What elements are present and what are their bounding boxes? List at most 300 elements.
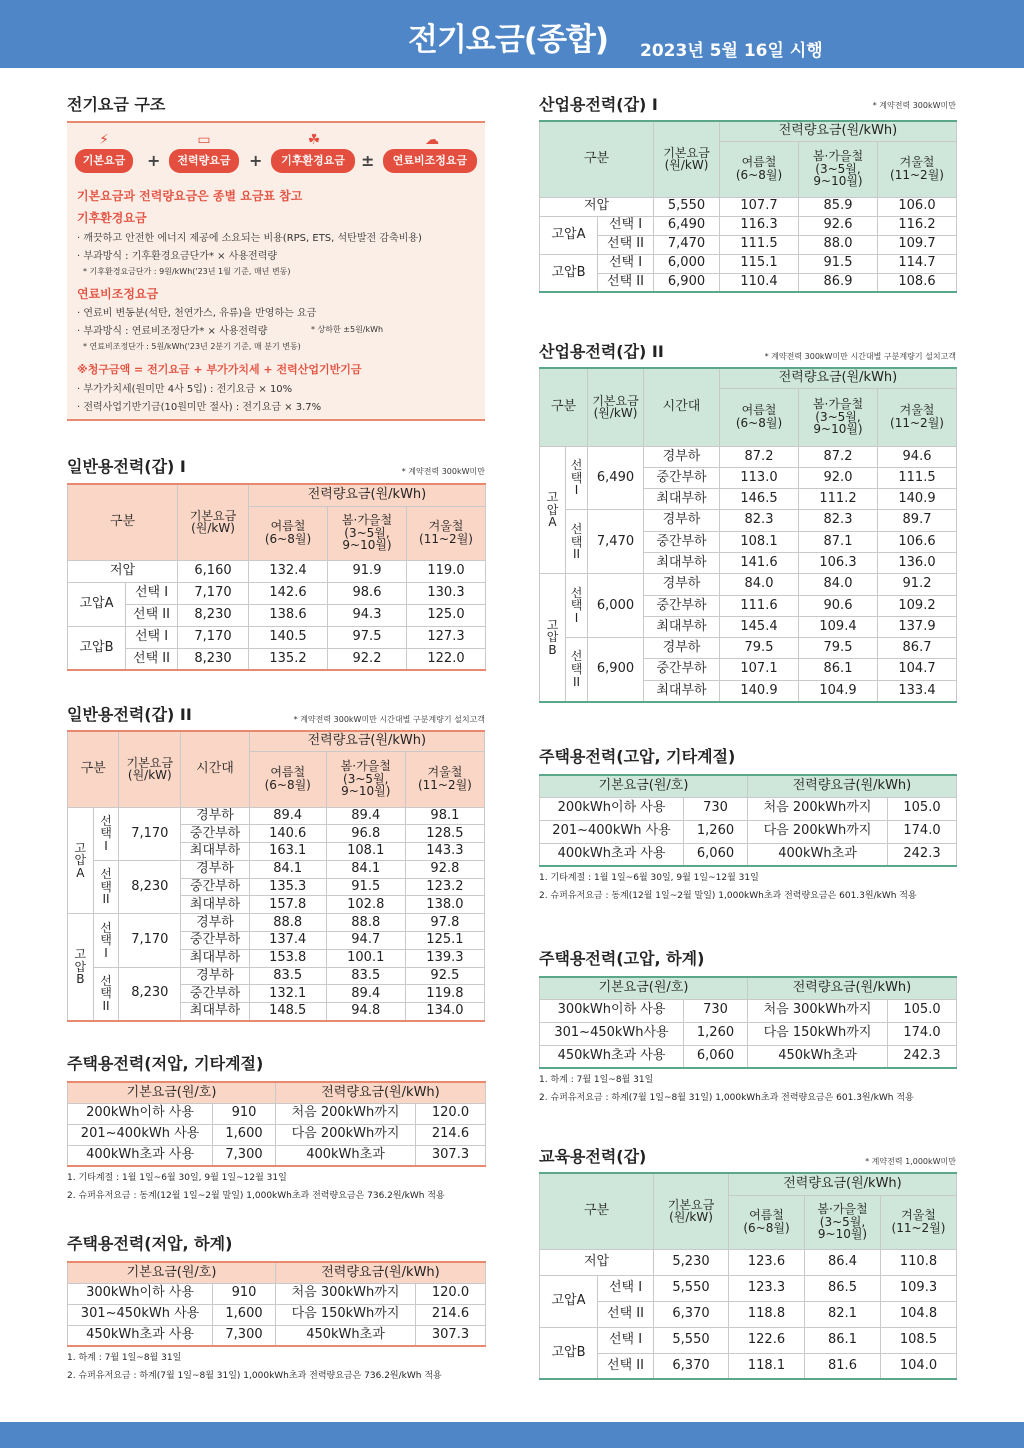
rlo-h-energy: 전력량요금(원/kWh) (276, 1082, 486, 1103)
table-cell: 111.5 (878, 467, 957, 488)
table-cell: 6,000 (654, 254, 720, 273)
table-cell: 134.0 (405, 1003, 484, 1021)
table-cell: 6,160 (178, 560, 249, 582)
table-cell: 87.2 (799, 446, 878, 467)
table-cell: 108.6 (878, 273, 957, 292)
timeband-label: 경부하 (644, 510, 720, 531)
table-cell: 106.6 (878, 531, 957, 552)
general1-r-hvB: 고압B (68, 626, 126, 670)
table-cell: 141.6 (720, 552, 799, 573)
table-cell: 선택 II (598, 235, 654, 254)
table-cell: 1,600 (213, 1304, 276, 1325)
option-label: 선 택 I (566, 574, 588, 638)
table-cell: 105.0 (888, 999, 957, 1022)
table-cell: 84.1 (326, 860, 405, 878)
base-charge-cell: 8,230 (119, 860, 181, 913)
general2-h-spring: 봄·가을철 (3~5월, 9~10월) (326, 751, 405, 807)
industrial2-section (539, 341, 956, 703)
res-high-other-table (539, 774, 957, 867)
table-cell: 88.0 (799, 235, 878, 254)
table-cell: 143.3 (405, 843, 484, 861)
table-cell: 82.1 (805, 1301, 881, 1327)
table-cell: 730 (684, 797, 748, 820)
bill-title: ※청구금액 = 전기요금 + 부가가치세 + 전력산업기반기금 (77, 363, 362, 376)
rho-h-base: 기본요금(원/호) (540, 775, 748, 797)
table-cell: 처음 300kWh까지 (748, 999, 888, 1022)
table-cell: 84.0 (799, 574, 878, 595)
industrial1-title: 산업용전력(갑) I (539, 95, 658, 114)
rlo-h-base: 기본요금(원/호) (68, 1082, 276, 1103)
table-row (68, 860, 485, 878)
table-cell: 97.5 (328, 626, 407, 648)
table-cell: 301~450kWh사용 (540, 1022, 684, 1045)
table-cell: 82.3 (799, 510, 878, 531)
table-cell: 300kWh이하 사용 (540, 999, 684, 1022)
timeband-label: 중간부하 (644, 467, 720, 488)
rho-h-energy: 전력량요금(원/kWh) (748, 775, 957, 797)
table-cell: 130.3 (407, 582, 486, 604)
table-cell: 107.1 (720, 659, 799, 680)
base-charge-cell: 8,230 (119, 967, 181, 1020)
timeband-label: 최대부하 (181, 949, 249, 967)
general1-h-energy: 전력량요금(원/kWh) (249, 484, 486, 506)
table-row (68, 807, 485, 825)
table-cell: 139.3 (405, 949, 484, 967)
timeband-label: 경부하 (644, 638, 720, 659)
table-cell: 다음 200kWh까지 (276, 1124, 416, 1145)
industrial2-h-gubun: 구분 (540, 368, 588, 446)
general2-title: 일반용전력(갑) II (67, 705, 192, 724)
table-cell: 116.2 (878, 216, 957, 235)
table-cell: 7,300 (213, 1145, 276, 1166)
table-cell: 140.9 (878, 489, 957, 510)
note-line: 2. 슈퍼유저요금 : 하계(7월 1일~8월 31일) 1,000kWh초과 전력량요금은 601.3원/kWh 적용 (539, 1093, 914, 1103)
res-low-summer-title: 주택용전력(저압, 하계) (67, 1234, 233, 1253)
table-cell: 119.8 (405, 985, 484, 1003)
option-label: 선 택 I (93, 807, 119, 860)
table-cell: 83.5 (249, 967, 326, 985)
op-plus-1: + (147, 151, 161, 170)
page-footer (0, 1422, 1024, 1448)
table-cell: 174.0 (888, 1022, 957, 1045)
timeband-label: 중간부하 (181, 985, 249, 1003)
table-cell: 163.1 (249, 843, 326, 861)
res-low-summer-section (67, 1233, 485, 1385)
general2-section (67, 704, 485, 1022)
table-cell: 104.0 (881, 1353, 957, 1379)
table-cell: 5,230 (654, 1249, 729, 1275)
timeband-label: 최대부하 (181, 843, 249, 861)
table-cell: 201~400kWh 사용 (540, 820, 684, 843)
table-cell: 450kWh초과 (276, 1325, 416, 1346)
table-cell: 137.9 (878, 616, 957, 637)
general1-h-winter: 겨울철 (11~2월) (407, 506, 486, 560)
table-row (540, 638, 957, 659)
table-cell: 118.1 (729, 1353, 805, 1379)
table-cell: 108.1 (326, 843, 405, 861)
table-cell: 86.5 (805, 1275, 881, 1301)
table-cell: 111.5 (720, 235, 799, 254)
table-cell: 174.0 (888, 820, 957, 843)
table-cell: 122.6 (729, 1327, 805, 1353)
note-line: 1. 하계 : 7월 1일~8월 31일 (67, 1353, 182, 1363)
note-line: 2. 슈퍼유저요금 : 동계(12월 1일~2월 말일) 1,000kWh초과 전력량요금은 601.3원/kWh 적용 (539, 891, 917, 901)
education-section (539, 1146, 956, 1380)
table-cell: 81.6 (805, 1353, 881, 1379)
table-cell: 선택 II (598, 273, 654, 292)
table-cell: 선택 I (598, 1327, 654, 1353)
table-cell: 118.8 (729, 1301, 805, 1327)
general1-h-gubun: 구분 (68, 484, 178, 560)
option-label: 선 택 I (93, 914, 119, 967)
table-cell: 201~400kWh 사용 (68, 1124, 213, 1145)
general1-section (67, 456, 485, 671)
table-cell: 110.4 (720, 273, 799, 292)
industrial1-r-hvB: 고압B (540, 254, 598, 292)
table-cell: 132.4 (249, 560, 328, 582)
res-low-summer-table (67, 1261, 486, 1347)
climate-title: 기후환경요금 (77, 211, 147, 225)
rls-h-energy: 전력량요금(원/kWh) (276, 1262, 486, 1283)
table-cell: 135.2 (249, 648, 328, 670)
leaf-icon: ☘ (307, 132, 321, 148)
table-cell: 처음 300kWh까지 (276, 1283, 416, 1304)
table-cell: 6,370 (654, 1301, 729, 1327)
industrial2-note: * 계약전력 300kW미만 시간대별 구분계량기 설치고객 (764, 352, 956, 361)
table-cell: 146.5 (720, 489, 799, 510)
industrial2-h-base: 기본요금 (원/kW) (588, 368, 644, 446)
fuel-line-2: · 부과방식 : 연료비조정단가* × 사용전력량 (77, 326, 268, 337)
battery-icon: ▭ (197, 132, 211, 148)
table-cell: 104.8 (881, 1301, 957, 1327)
education-h-spring: 봄·가을철 (3~5월, 9~10월) (805, 1195, 881, 1249)
timeband-label: 경부하 (644, 574, 720, 595)
industrial1-h-gubun: 구분 (540, 121, 654, 197)
table-cell: 86.9 (799, 273, 878, 292)
res-low-other-title: 주택용전력(저압, 기타계절) (67, 1054, 264, 1073)
general1-h-spring: 봄·가을철 (3~5월, 9~10월) (328, 506, 407, 560)
timeband-label: 최대부하 (644, 552, 720, 573)
table-row (540, 510, 957, 531)
note-line: 2. 슈퍼유저요금 : 하계(7월 1일~8월 31일) 1,000kWh초과 전력량요금은 736.2원/kWh 적용 (67, 1371, 442, 1381)
option-label: 선 택 II (93, 967, 119, 1020)
table-cell: 7,170 (178, 582, 249, 604)
timeband-label: 경부하 (644, 446, 720, 467)
general1-table (67, 483, 486, 671)
table-cell: 87.2 (720, 446, 799, 467)
table-cell: 7,300 (213, 1325, 276, 1346)
bolt-icon: ⚡ (99, 132, 109, 148)
table-cell: 125.0 (407, 604, 486, 626)
pill-energy-charge: 전력량요금 (169, 149, 239, 173)
res-high-other-section (539, 746, 956, 905)
page-title: 전기요금(종합) (408, 22, 609, 58)
res-low-other-notes (67, 1169, 485, 1205)
industrial1-h-energy: 전력량요금(원/kWh) (720, 121, 957, 141)
table-cell: 120.0 (416, 1283, 486, 1304)
general2-h-time: 시간대 (181, 731, 249, 807)
table-cell: 89.4 (326, 807, 405, 825)
table-cell: 89.4 (326, 985, 405, 1003)
table-cell: 106.0 (878, 197, 957, 216)
rhs-h-base: 기본요금(원/호) (540, 977, 748, 999)
timeband-label: 경부하 (181, 967, 249, 985)
table-cell: 110.8 (881, 1249, 957, 1275)
bill-line-2: · 전력사업기반기금(10원미만 절사) : 전기요금 × 3.7% (77, 402, 322, 413)
res-high-other-notes (539, 869, 956, 905)
voltage-group-label: 고 압 A (540, 446, 566, 574)
timeband-label: 경부하 (181, 807, 249, 825)
table-cell: 86.1 (805, 1327, 881, 1353)
table-cell: 86.4 (805, 1249, 881, 1275)
table-cell: 5,550 (654, 197, 720, 216)
education-h-energy: 전력량요금(원/kWh) (729, 1173, 957, 1195)
table-cell: 선택 I (126, 582, 178, 604)
table-cell: 94.7 (326, 932, 405, 950)
table-cell: 200kWh이하 사용 (68, 1103, 213, 1124)
table-cell: 선택 I (598, 254, 654, 273)
table-cell: 6,490 (654, 216, 720, 235)
option-label: 선 택 II (566, 510, 588, 574)
table-cell: 148.5 (249, 1003, 326, 1021)
table-cell: 910 (213, 1103, 276, 1124)
pill-fuel-charge: 연료비조정요금 (383, 149, 477, 173)
table-cell: 86.1 (799, 659, 878, 680)
table-row (68, 967, 485, 985)
table-cell: 140.6 (249, 825, 326, 843)
res-low-other-section (67, 1053, 485, 1205)
timeband-label: 최대부하 (644, 489, 720, 510)
table-cell: 242.3 (888, 843, 957, 866)
option-label: 선 택 II (93, 860, 119, 913)
industrial1-r-low: 저압 (540, 197, 654, 216)
table-cell: 140.9 (720, 680, 799, 701)
education-h-summer: 여름철 (6~8월) (729, 1195, 805, 1249)
general2-note: * 계약전력 300kW미만 시간대별 구분계량기 설치고객 (293, 715, 485, 724)
pill-climate-charge: 기후환경요금 (271, 149, 355, 173)
note-line: 1. 기타계절 : 1월 1일~6월 30일, 9월 1일~12월 31일 (539, 873, 759, 883)
climate-line-3: * 기후환경요금단가 : 9원/kWh('23년 1월 기준, 매년 변동) (83, 267, 291, 276)
table-cell: 132.1 (249, 985, 326, 1003)
op-plus-minus: ± (361, 151, 375, 170)
industrial1-note: * 계약전력 300kW미만 (872, 101, 956, 110)
table-cell: 90.6 (799, 595, 878, 616)
table-cell: 92.8 (405, 860, 484, 878)
fuel-line-1: · 연료비 변동분(석탄, 천연가스, 유류)을 반영하는 요금 (77, 308, 317, 319)
table-cell: 89.4 (249, 807, 326, 825)
education-r-low: 저압 (540, 1249, 654, 1275)
res-low-other-table (67, 1081, 486, 1167)
general2-h-energy: 전력량요금(원/kWh) (249, 731, 484, 751)
timeband-label: 최대부하 (644, 680, 720, 701)
general2-h-base: 기본요금 (원/kW) (119, 731, 181, 807)
table-cell: 86.7 (878, 638, 957, 659)
table-cell: 910 (213, 1283, 276, 1304)
table-row (540, 574, 957, 595)
table-cell: 119.0 (407, 560, 486, 582)
table-cell: 122.0 (407, 648, 486, 670)
table-cell: 307.3 (416, 1325, 486, 1346)
option-label: 선 택 I (566, 446, 588, 510)
education-r-hvA: 고압A (540, 1275, 598, 1327)
table-cell: 106.3 (799, 552, 878, 573)
base-charge-cell: 7,170 (119, 807, 181, 860)
table-cell: 100.1 (326, 949, 405, 967)
table-cell: 84.1 (249, 860, 326, 878)
table-cell: 98.1 (405, 807, 484, 825)
res-low-summer-notes (67, 1349, 485, 1385)
table-cell: 400kWh초과 사용 (68, 1145, 213, 1166)
education-h-gubun: 구분 (540, 1173, 654, 1249)
table-cell: 109.3 (881, 1275, 957, 1301)
table-cell: 114.7 (878, 254, 957, 273)
base-charge-cell: 7,170 (119, 914, 181, 967)
table-cell: 1,260 (684, 820, 748, 843)
education-h-winter: 겨울철 (11~2월) (881, 1195, 957, 1249)
general1-r-low: 저압 (68, 560, 178, 582)
table-cell: 98.6 (328, 582, 407, 604)
industrial2-table (539, 367, 957, 703)
table-cell: 94.8 (326, 1003, 405, 1021)
structure-title: 전기요금 구조 (67, 95, 166, 114)
table-cell: 123.3 (729, 1275, 805, 1301)
table-cell: 87.1 (799, 531, 878, 552)
table-cell: 113.0 (720, 467, 799, 488)
table-cell: 104.7 (878, 659, 957, 680)
timeband-label: 경부하 (181, 860, 249, 878)
table-cell: 120.0 (416, 1103, 486, 1124)
table-cell: 116.3 (720, 216, 799, 235)
table-cell: 140.5 (249, 626, 328, 648)
table-cell: 6,060 (684, 843, 748, 866)
table-cell: 선택 II (126, 604, 178, 626)
table-cell: 처음 200kWh까지 (748, 797, 888, 820)
table-cell: 123.2 (405, 878, 484, 896)
timeband-label: 중간부하 (181, 878, 249, 896)
education-h-base: 기본요금 (원/kW) (654, 1173, 729, 1249)
table-cell: 102.8 (326, 896, 405, 914)
table-cell: 선택 II (126, 648, 178, 670)
general2-table (67, 730, 485, 1022)
industrial1-h-winter: 겨울철 (11~2월) (878, 141, 957, 197)
table-cell: 138.0 (405, 896, 484, 914)
table-cell: 6,900 (654, 273, 720, 292)
res-high-other-title: 주택용전력(고압, 기타계절) (539, 747, 736, 766)
timeband-label: 중간부하 (644, 659, 720, 680)
table-cell: 83.5 (326, 967, 405, 985)
industrial1-h-summer: 여름철 (6~8월) (720, 141, 799, 197)
cloud-icon: ☁ (425, 132, 439, 148)
res-high-summer-notes (539, 1071, 956, 1107)
table-cell: 1,600 (213, 1124, 276, 1145)
table-cell: 108.1 (720, 531, 799, 552)
industrial1-table (539, 120, 957, 293)
note-line: 2. 슈퍼유저요금 : 동계(12월 1일~2월 말일) 1,000kWh초과 전력량요금은 736.2원/kWh 적용 (67, 1191, 445, 1201)
industrial2-h-time: 시간대 (644, 368, 720, 446)
general1-h-base: 기본요금 (원/kW) (178, 484, 249, 560)
industrial2-h-energy: 전력량요금(원/kWh) (720, 368, 957, 388)
table-row (540, 446, 957, 467)
table-cell: 307.3 (416, 1145, 486, 1166)
education-r-hvB: 고압B (540, 1327, 598, 1379)
table-cell: 111.2 (799, 489, 878, 510)
table-cell: 선택 II (598, 1301, 654, 1327)
table-cell: 301~450kWh 사용 (68, 1304, 213, 1325)
table-cell: 선택 I (126, 626, 178, 648)
table-cell: 142.6 (249, 582, 328, 604)
table-cell: 145.4 (720, 616, 799, 637)
effective-date: 2023년 5월 16일 시행 (640, 41, 823, 61)
table-cell: 104.9 (799, 680, 878, 701)
table-cell: 82.3 (720, 510, 799, 531)
table-cell: 91.5 (326, 878, 405, 896)
table-cell: 92.2 (328, 648, 407, 670)
timeband-label: 중간부하 (644, 531, 720, 552)
industrial1-r-hvA: 고압A (540, 216, 598, 254)
table-cell: 5,550 (654, 1275, 729, 1301)
table-cell: 85.9 (799, 197, 878, 216)
table-cell: 94.3 (328, 604, 407, 626)
table-cell: 128.5 (405, 825, 484, 843)
table-cell: 105.0 (888, 797, 957, 820)
rhs-h-energy: 전력량요금(원/kWh) (748, 977, 957, 999)
climate-line-2: · 부과방식 : 기후환경요금단가* × 사용전력량 (77, 251, 278, 262)
education-table (539, 1172, 957, 1380)
table-cell: 214.6 (416, 1124, 486, 1145)
table-cell: 7,170 (178, 626, 249, 648)
timeband-label: 경부하 (181, 914, 249, 932)
table-cell: 109.2 (878, 595, 957, 616)
page-header (0, 0, 1024, 68)
timeband-label: 최대부하 (644, 616, 720, 637)
res-high-summer-table (539, 976, 957, 1069)
education-title: 교육용전력(갑) (539, 1147, 647, 1166)
table-cell: 138.6 (249, 604, 328, 626)
table-cell: 137.4 (249, 932, 326, 950)
table-cell: 400kWh초과 사용 (540, 843, 684, 866)
table-cell: 다음 200kWh까지 (748, 820, 888, 843)
table-cell: 88.8 (326, 914, 405, 932)
table-cell: 선택 I (598, 1275, 654, 1301)
industrial1-h-base: 기본요금 (원/kW) (654, 121, 720, 197)
timeband-label: 최대부하 (181, 896, 249, 914)
voltage-group-label: 고 압 B (540, 574, 566, 702)
voltage-group-label: 고 압 A (68, 807, 94, 914)
table-cell: 8,230 (178, 604, 249, 626)
table-cell: 136.0 (878, 552, 957, 573)
table-cell: 88.8 (249, 914, 326, 932)
table-cell: 6,370 (654, 1353, 729, 1379)
table-cell: 123.6 (729, 1249, 805, 1275)
table-cell: 선택 II (598, 1353, 654, 1379)
table-cell: 242.3 (888, 1045, 957, 1068)
table-cell: 450kWh초과 (748, 1045, 888, 1068)
table-cell: 91.2 (878, 574, 957, 595)
table-cell: 선택 I (598, 216, 654, 235)
base-charge-cell: 6,000 (588, 574, 644, 638)
structure-box (67, 121, 485, 421)
table-cell: 153.8 (249, 949, 326, 967)
industrial2-h-summer: 여름철 (6~8월) (720, 388, 799, 446)
rls-h-base: 기본요금(원/호) (68, 1262, 276, 1283)
op-plus-2: + (249, 151, 263, 170)
base-charge-cell: 6,490 (588, 446, 644, 510)
table-cell: 115.1 (720, 254, 799, 273)
table-cell: 6,060 (684, 1045, 748, 1068)
base-charge-cell: 6,900 (588, 638, 644, 702)
general1-r-hvA: 고압A (68, 582, 126, 626)
pill-base-charge: 기본요금 (75, 149, 133, 173)
